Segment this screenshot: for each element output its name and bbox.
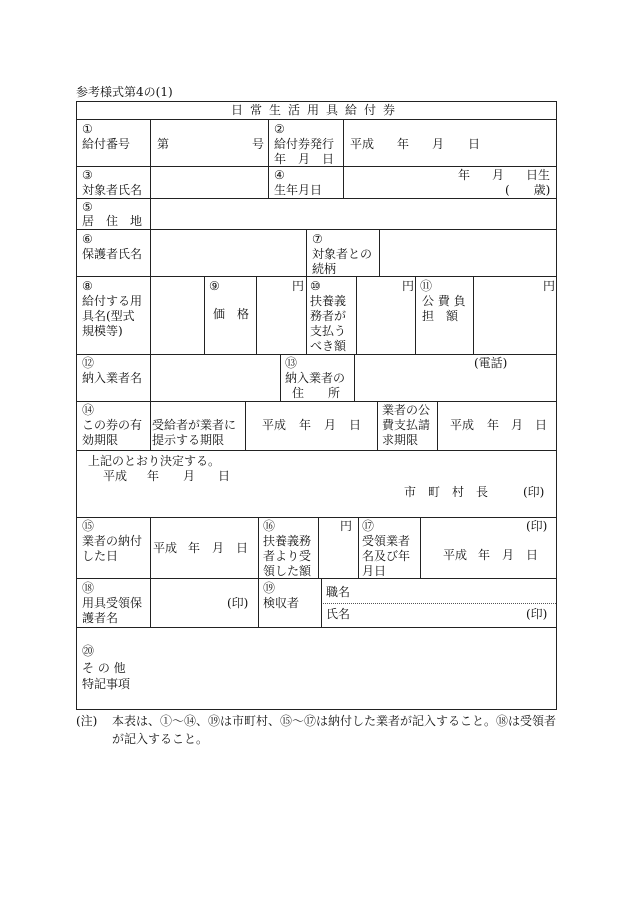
field-label: 居 住 地 (82, 214, 143, 228)
line (354, 354, 355, 401)
field-text: 日 (349, 418, 362, 432)
field-text: 円 (402, 279, 415, 293)
field-label: 扶養義 (310, 294, 347, 308)
field-label: 特記事項 (82, 677, 131, 691)
field-number: ⑦ (312, 232, 323, 246)
field-text: 月 (432, 137, 445, 151)
line (76, 517, 557, 518)
line (76, 119, 557, 120)
dotted-line (321, 603, 556, 604)
line (76, 229, 557, 230)
field-number: ⑪ (420, 279, 433, 293)
field-label: 提示する期限 (152, 433, 225, 447)
field-text: 日 (535, 418, 548, 432)
field-text: 日 (236, 541, 249, 555)
field-text: 年 (478, 548, 491, 562)
line (150, 517, 151, 578)
field-label: 生年月日 (274, 183, 323, 197)
field-text: 号 (252, 137, 265, 151)
field-text: 日 (526, 548, 539, 562)
field-number: ⑧ (82, 279, 93, 293)
field-label: 護者名 (82, 611, 119, 625)
field-number: ⑭ (82, 403, 95, 417)
line (318, 517, 319, 578)
field-label: 検収者 (263, 596, 300, 610)
line (343, 119, 344, 198)
field-number: ⑫ (82, 356, 95, 370)
field-text: 平成 (450, 418, 475, 432)
field-text: 日生 (526, 168, 551, 182)
field-label: 用具受領保 (82, 596, 143, 610)
field-number: ⑮ (82, 519, 95, 533)
field-text: (電話) (474, 356, 508, 370)
line (150, 354, 151, 401)
field-label: 規模等) (82, 324, 123, 338)
decision-date: 日 (218, 469, 231, 483)
field-text: 平成 (350, 137, 375, 151)
field-number: ⑬ (285, 356, 298, 370)
field-text: 日 (468, 137, 481, 151)
field-label: 務者が (310, 309, 347, 323)
field-text: ( 歳) (505, 183, 551, 197)
field-label: 求期限 (382, 433, 419, 447)
field-text: 年 (299, 418, 312, 432)
field-label: 効期限 (82, 433, 119, 447)
field-text: 平成 (262, 418, 287, 432)
field-label: 費支払請 (382, 418, 431, 432)
line (321, 578, 322, 627)
line (268, 119, 269, 198)
line (358, 517, 359, 578)
field-label: 住 所 (292, 386, 341, 400)
mayor-label: 市 町 村 長 (404, 485, 489, 499)
field-label: そ の 他 (82, 661, 126, 675)
field-label: この券の有 (82, 418, 143, 432)
field-text: 第 (157, 137, 170, 151)
line (437, 401, 438, 450)
field-label: 価 格 (213, 307, 250, 321)
field-label: 納入業者の (285, 371, 346, 385)
field-number: ⑯ (263, 519, 276, 533)
seal-mark: (印) (526, 519, 548, 533)
field-text: 平成 (443, 548, 468, 562)
field-label: 対象者との (312, 247, 373, 261)
field-text: 月 (511, 418, 524, 432)
field-label: 給付する用 (82, 294, 143, 308)
field-text: 年 (458, 168, 471, 182)
line (76, 450, 557, 451)
field-label: 者より受 (263, 549, 312, 563)
field-label: 月日 (362, 564, 387, 578)
decision-date: 月 (183, 469, 196, 483)
line (415, 276, 416, 354)
seal-mark: (印) (523, 485, 545, 499)
note-tag: (注) (76, 714, 98, 728)
field-number: ⑩ (310, 279, 321, 293)
line (204, 276, 205, 354)
line (256, 276, 257, 354)
field-number: ⑳ (82, 644, 95, 658)
line (280, 354, 281, 401)
field-label: 受領業者 (362, 534, 411, 548)
line (150, 578, 151, 627)
field-number: ⑤ (82, 200, 93, 214)
field-number: ③ (82, 168, 93, 182)
field-label: 職名 (326, 585, 351, 599)
note-text: が記入すること。 (112, 732, 209, 746)
field-label: 業者の納付 (82, 534, 143, 548)
line (473, 276, 474, 354)
field-label: 給付券発行 (274, 137, 335, 151)
field-number: ⑱ (82, 581, 95, 595)
note-text: 本表は、①～⑭、⑲は市町村、⑮～⑰は納付した業者が記入すること。⑱は受領者 (112, 714, 557, 728)
line (377, 401, 378, 450)
decision-date: 年 (147, 469, 160, 483)
field-label: 納入業者名 (82, 371, 143, 385)
field-label: 名及び年 (362, 549, 411, 563)
field-text: 円 (543, 279, 556, 293)
line (306, 276, 307, 354)
line (306, 229, 307, 276)
field-label: べき額 (310, 339, 347, 353)
field-text: 円 (340, 519, 353, 533)
field-label: した日 (82, 549, 119, 563)
field-label: 支払う (310, 324, 347, 338)
line (258, 517, 259, 578)
field-label: 氏名 (326, 607, 351, 621)
field-text: 年 (397, 137, 410, 151)
field-label: 扶養義務 (263, 534, 312, 548)
line (76, 578, 557, 579)
field-number: ② (274, 122, 285, 136)
field-label: 公 費 負 (422, 294, 466, 308)
field-text: 年 (188, 541, 201, 555)
line (379, 229, 380, 276)
seal-mark: (印) (526, 607, 548, 621)
field-label: 続柄 (312, 262, 337, 276)
field-label: 保護者氏名 (82, 247, 143, 261)
field-text: 月 (502, 548, 515, 562)
field-label: 受給者が業者に (152, 418, 237, 432)
field-number: ⑲ (263, 581, 276, 595)
field-label: 年 月 日 (274, 152, 335, 166)
field-text: 月 (212, 541, 225, 555)
line (258, 578, 259, 627)
field-label: 給付番号 (82, 137, 131, 151)
field-text: 平成 (153, 541, 178, 555)
field-label: 対象者氏名 (82, 183, 143, 197)
field-number: ⑨ (209, 279, 220, 293)
field-number: ⑰ (362, 519, 375, 533)
field-label: 業者の公 (382, 403, 431, 417)
field-number: ⑥ (82, 232, 93, 246)
field-label: 担 額 (422, 309, 459, 323)
field-number: ④ (274, 168, 285, 182)
field-number: ① (82, 122, 93, 136)
field-label: 領した額 (263, 564, 312, 578)
line (150, 276, 151, 354)
line (150, 401, 151, 450)
field-text: 年 (487, 418, 500, 432)
field-text: 月 (324, 418, 337, 432)
line (150, 229, 151, 276)
line (245, 401, 246, 450)
line (356, 276, 357, 354)
field-label: 具名(型式 (82, 309, 135, 323)
field-text: 円 (292, 279, 305, 293)
decision-date: 平成 (103, 469, 128, 483)
decision-text: 上記のとおり決定する。 (88, 454, 221, 468)
form-style-label: 参考様式第4の(1) (76, 85, 173, 99)
line (76, 627, 557, 628)
seal-mark: (印) (227, 596, 249, 610)
form-title: 日常生活用具給付券 (230, 103, 402, 117)
field-text: 月 (492, 168, 505, 182)
line (420, 517, 421, 578)
line (150, 119, 151, 230)
